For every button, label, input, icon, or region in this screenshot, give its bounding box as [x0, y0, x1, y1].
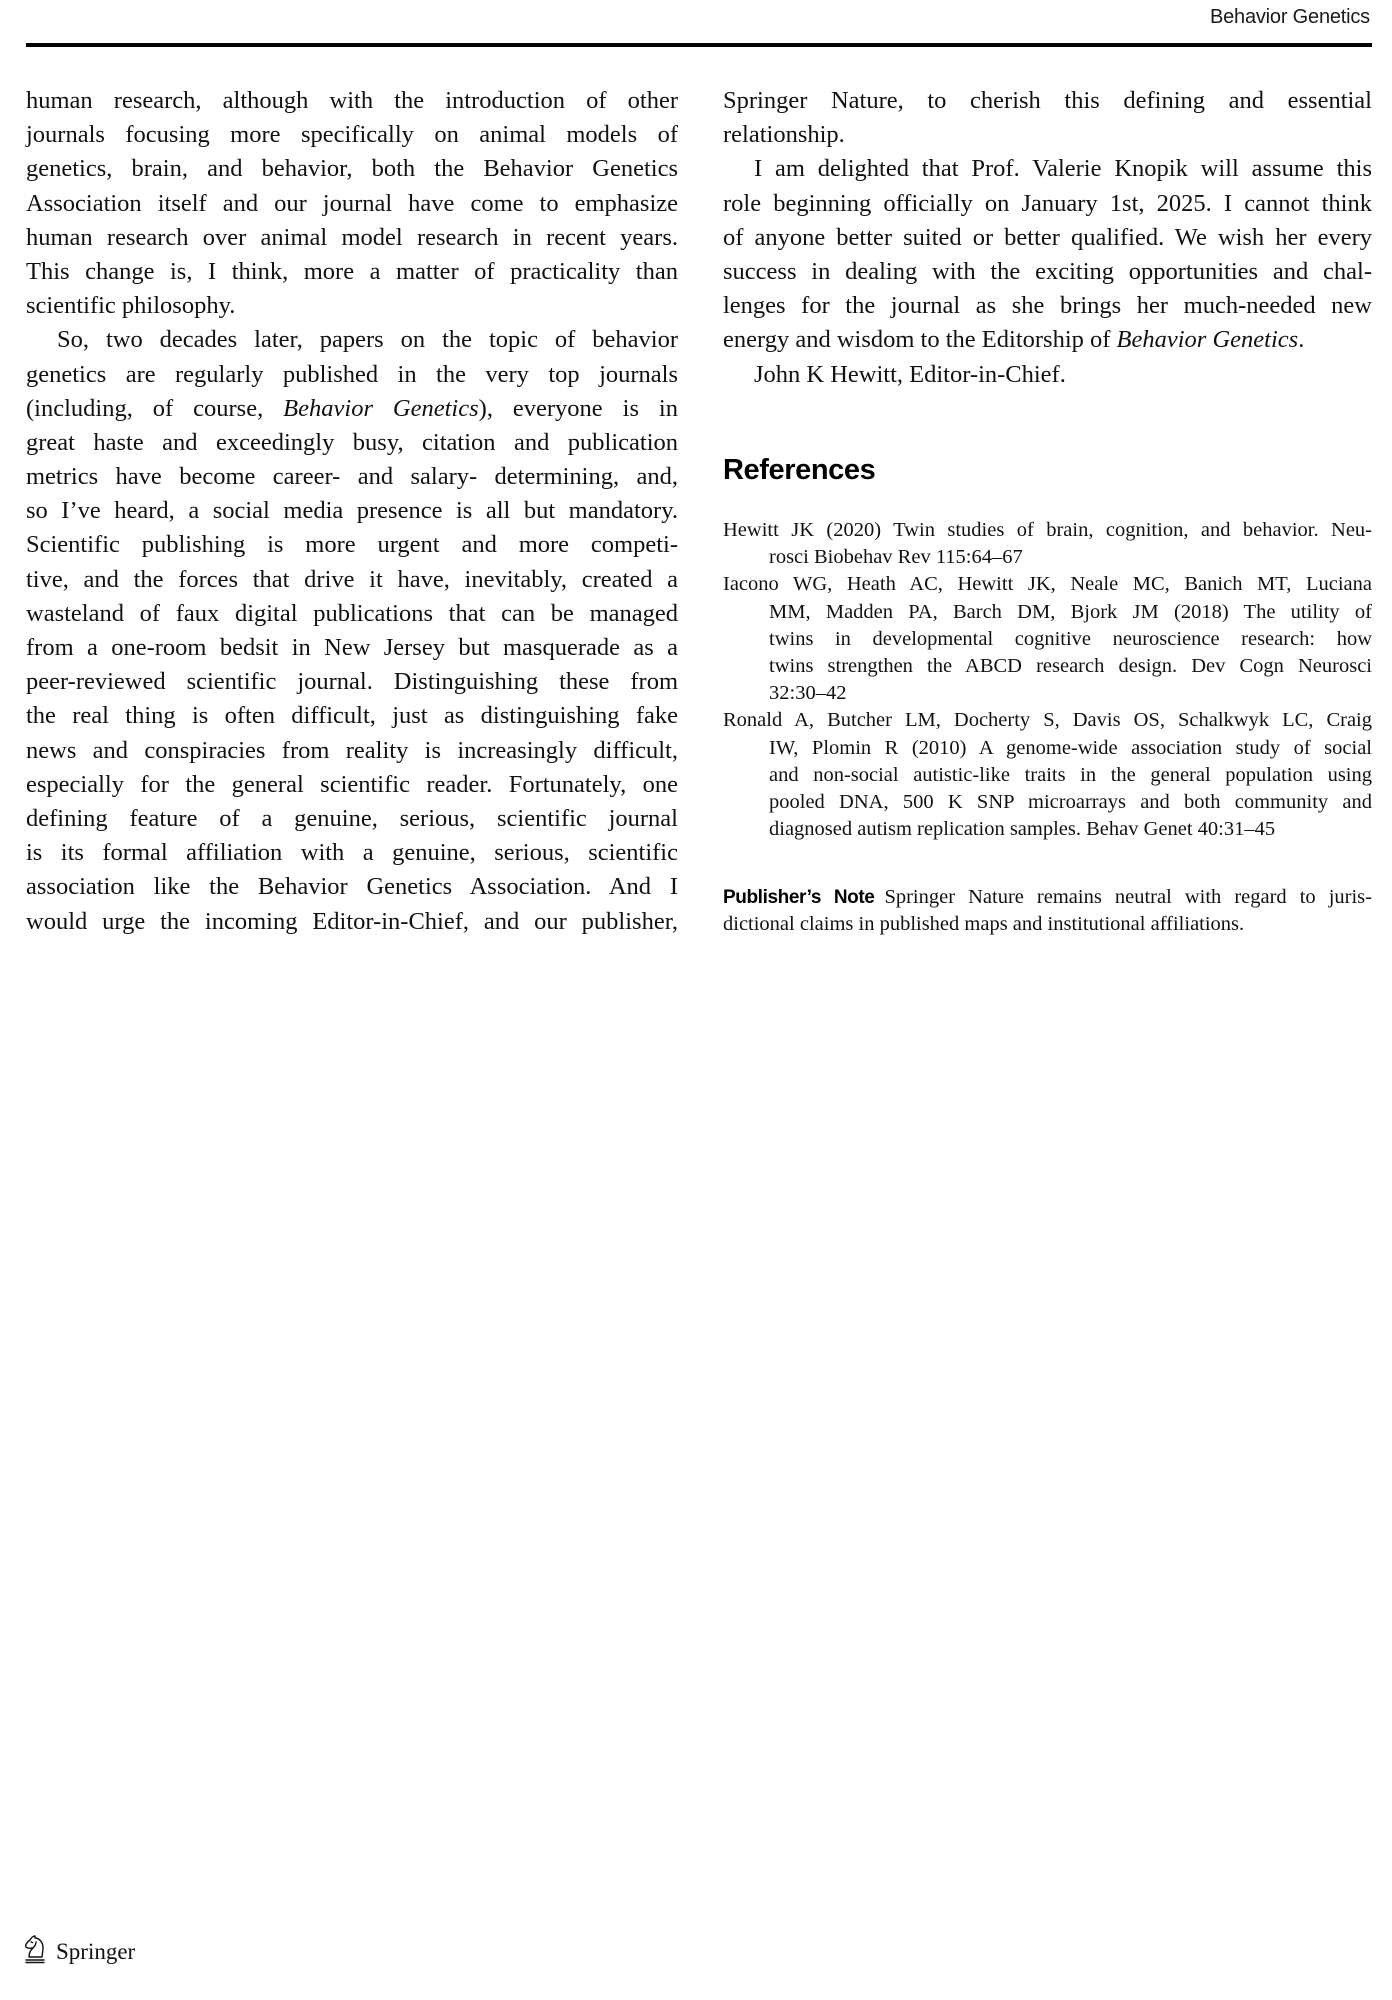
reference-item [723, 517, 1372, 571]
header-rule [26, 43, 1372, 47]
reference-line: rosci Biobehav Rev 115:64–67 [769, 546, 1023, 569]
reference-line: MM, Madden PA, Barch DM, Bjork JM (2018) The utility of [769, 600, 1372, 623]
text-line: association like the Behavior Genetics Association. And I [26, 873, 678, 901]
publisher-brand: Springer [56, 1938, 136, 1964]
publishers-note-line: dictional claims in published maps and institutional affiliations. [723, 913, 1245, 935]
text-line: lenges for the journal as she brings her much-needed new [723, 292, 1372, 320]
reference-line: Hewitt JK (2020) Twin studies of brain, cognition, and behavior. Neu- [723, 519, 1372, 541]
paragraph [723, 84, 1372, 152]
references-heading: References [723, 454, 876, 486]
reference-line: and non-social autistic-like traits in the general population using [769, 763, 1372, 786]
text-line: so I’ve heard, a social media presence is all but mandatory. [26, 497, 678, 525]
text-line: success in dealing with the exciting opportunities and chal- [723, 257, 1372, 285]
running-head-journal-title: Behavior Genetics [1209, 6, 1370, 28]
text-line: Association itself and our journal have come to emphasize [26, 189, 678, 217]
text-line: John K Hewitt, Editor-in-Chief. [754, 360, 1066, 388]
paragraph [26, 84, 678, 323]
text-line: defining feature of a genuine, serious, scientific journal [26, 804, 678, 832]
text-line: of anyone better suited or better qualified. We wish her every [723, 223, 1372, 251]
text-line: human research, although with the introduction of other [26, 87, 678, 114]
text-line: news and conspiracies from reality is increasingly difficult, [26, 736, 678, 764]
reference-item [723, 707, 1372, 843]
text-line: Springer Nature, to cherish this defining and essential [723, 87, 1372, 114]
publishers-note-label: Publisher’s Note [723, 887, 875, 908]
text-line: This change is, I think, more a matter of practicality than [26, 257, 678, 285]
springer-knight-icon [22, 1934, 48, 1969]
references-list [723, 517, 1372, 843]
reference-line: Ronald A, Butcher LM, Docherty S, Davis OS, Schalkwyk LC, Craig [723, 709, 1372, 732]
text-line: genetics are regularly published in the very top journals [26, 360, 678, 388]
reference-line: Iacono WG, Heath AC, Hewitt JK, Neale MC, Banich MT, Luciana [723, 573, 1372, 596]
text-line: energy and wisdom to the Editorship of Behavior Genetics. [723, 326, 1305, 354]
text-line: from a one-room bedsit in New Jersey but masquerade as a [26, 634, 678, 661]
text-line: Scientific publishing is more urgent and more competi- [26, 531, 678, 559]
paragraph [723, 152, 1372, 357]
publisher-logo [22, 1934, 135, 1969]
publishers-note-text: Springer Nature remains neutral with regard to juris- [884, 886, 1372, 908]
left-column [26, 84, 678, 939]
reference-line: pooled DNA, 500 K SNP microarrays and both community and [769, 791, 1372, 814]
paragraph [26, 323, 678, 938]
right-column [723, 84, 1372, 392]
text-line: So, two decades later, papers on the topic of behavior [57, 326, 678, 354]
text-line: role beginning officially on January 1st, 2025. I cannot think [723, 189, 1372, 217]
paragraph [723, 358, 1372, 392]
publishers-note [723, 884, 1372, 938]
text-line: relationship. [723, 121, 845, 149]
reference-line: twins strengthen the ABCD research design. Dev Cogn Neurosci [769, 655, 1372, 678]
text-line: is its formal affiliation with a genuine, serious, scientific [26, 839, 678, 867]
text-line: I am delighted that Prof. Valerie Knopik will assume this [754, 155, 1372, 183]
text-line: the real thing is often difficult, just as distinguishing fake [26, 702, 678, 730]
publishers-note-line [723, 884, 1372, 911]
text-line: metrics have become career- and salary- determining, and, [26, 463, 678, 491]
text-line: peer-reviewed scientific journal. Distinguishing these from [26, 668, 678, 696]
text-line: especially for the general scientific reader. Fortunately, one [26, 770, 678, 798]
text-line: journals focusing more specifically on animal models of [26, 121, 678, 149]
reference-line: 32:30–42 [769, 682, 847, 705]
reference-item [723, 571, 1372, 707]
reference-line: diagnosed autism replication samples. Behav Genet 40:31–45 [769, 818, 1276, 841]
text-line: would urge the incoming Editor-in-Chief, and our publisher, [26, 907, 678, 935]
text-line: genetics, brain, and behavior, both the Behavior Genetics [26, 155, 678, 183]
text-line: (including, of course, Behavior Genetics), everyone is in [26, 394, 678, 422]
text-line: great haste and exceedingly busy, citation and publication [26, 428, 678, 456]
text-line: tive, and the forces that drive it have, inevitably, created a [26, 565, 678, 593]
text-line: scientific philosophy. [26, 292, 236, 320]
text-line: wasteland of faux digital publications that can be managed [26, 599, 678, 627]
text-line: human research over animal model research in recent years. [26, 223, 678, 251]
reference-line: IW, Plomin R (2010) A genome-wide association study of social [769, 736, 1372, 759]
reference-line: twins in developmental cognitive neuroscience research: how [769, 627, 1372, 650]
